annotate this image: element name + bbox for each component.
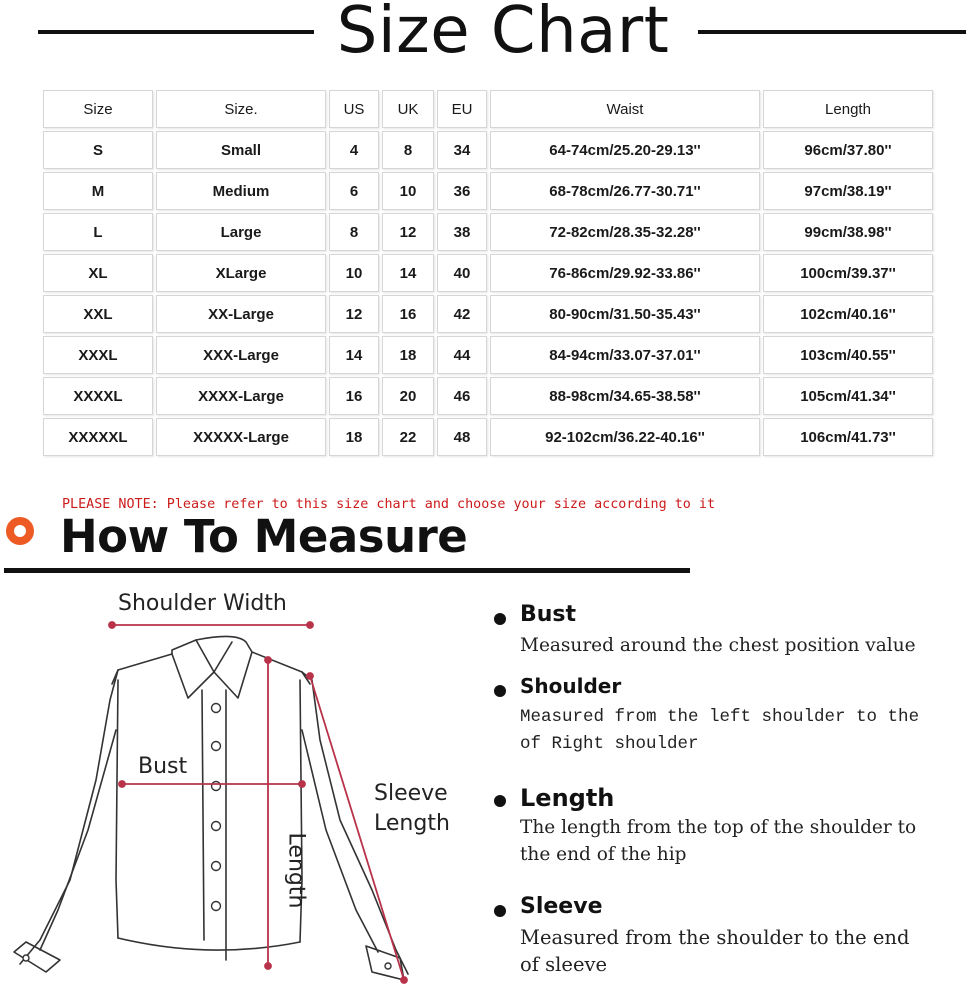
- table-cell: 20: [382, 377, 434, 415]
- shoulder-width-end: [307, 622, 313, 628]
- table-cell: 102cm/40.16'': [763, 295, 933, 333]
- bust-line-end: [299, 781, 305, 787]
- desc-line: the end of the hip: [520, 844, 687, 865]
- table-cell: XXXXXL: [43, 418, 153, 456]
- title-rule-right: [698, 30, 966, 34]
- table-cell: 97cm/38.19'': [763, 172, 933, 210]
- measure-item-title: Bust: [520, 602, 577, 627]
- table-cell: XX-Large: [156, 295, 326, 333]
- table-cell: M: [43, 172, 153, 210]
- table-header-cell: Size: [43, 90, 153, 128]
- table-row: [43, 213, 933, 251]
- sleeve-length-end: [401, 977, 407, 983]
- table-cell: XXXXX-Large: [156, 418, 326, 456]
- measure-lines: [109, 622, 407, 983]
- table-cell: 105cm/41.34'': [763, 377, 933, 415]
- table-cell: 48: [437, 418, 487, 456]
- table-cell: 84-94cm/33.07-37.01'': [490, 336, 760, 374]
- table-cell: 103cm/40.55'': [763, 336, 933, 374]
- table-cell: 12: [382, 213, 434, 251]
- table-cell: 8: [382, 131, 434, 169]
- shoulder-width-label: Shoulder Width: [118, 591, 287, 616]
- table-cell: 6: [329, 172, 379, 210]
- table-row: [43, 336, 933, 374]
- length-line-end: [265, 963, 271, 969]
- measure-item-title: Shoulder: [520, 674, 622, 698]
- table-cell: XXXL: [43, 336, 153, 374]
- table-cell: 80-90cm/31.50-35.43'': [490, 295, 760, 333]
- table-cell: Large: [156, 213, 326, 251]
- table-cell: Small: [156, 131, 326, 169]
- title-row: [0, 0, 970, 70]
- desc-line: Measured from the shoulder to the end: [520, 926, 910, 949]
- measure-item-desc: [520, 924, 909, 978]
- sleeve-length-end: [307, 673, 313, 679]
- table-cell: 38: [437, 213, 487, 251]
- table-cell: 106cm/41.73'': [763, 418, 933, 456]
- table-cell: XXXX-Large: [156, 377, 326, 415]
- how-to-measure-title: How To Measure: [60, 510, 468, 563]
- table-row: [43, 254, 933, 292]
- shirt-outline: [14, 636, 408, 980]
- measure-item-desc: [520, 704, 919, 758]
- table-cell: XXXXL: [43, 377, 153, 415]
- table-cell: 14: [329, 336, 379, 374]
- size-table-body: [43, 90, 933, 456]
- table-cell: L: [43, 213, 153, 251]
- title-rule-left: [38, 30, 314, 34]
- sleeve-label-line1: Sleeve: [374, 781, 448, 806]
- bullet-icon: [494, 685, 506, 697]
- table-header-cell: UK: [382, 90, 434, 128]
- table-cell: 4: [329, 131, 379, 169]
- table-cell: 96cm/37.80'': [763, 131, 933, 169]
- bust-line-end: [119, 781, 125, 787]
- sleeve-length-label: [374, 779, 450, 839]
- table-cell: 100cm/39.37'': [763, 254, 933, 292]
- measure-item-title: Sleeve: [520, 894, 603, 919]
- table-cell: XXX-Large: [156, 336, 326, 374]
- table-row: [43, 418, 933, 456]
- table-cell: 92-102cm/36.22-40.16'': [490, 418, 760, 456]
- table-cell: 42: [437, 295, 487, 333]
- table-cell: 76-86cm/29.92-33.86'': [490, 254, 760, 292]
- table-cell: 18: [329, 418, 379, 456]
- table-cell: 34: [437, 131, 487, 169]
- table-header-cell: Length: [763, 90, 933, 128]
- desc-line: of sleeve: [520, 953, 608, 976]
- table-cell: XXL: [43, 295, 153, 333]
- length-line-end: [265, 657, 271, 663]
- table-cell: XL: [43, 254, 153, 292]
- bullet-icon: [494, 795, 506, 807]
- measure-item-desc: [520, 814, 916, 868]
- bullet-icon: [494, 905, 506, 917]
- measure-item-title: Length: [520, 784, 615, 812]
- table-header-cell: Waist: [490, 90, 760, 128]
- table-row: [43, 172, 933, 210]
- table-cell: 36: [437, 172, 487, 210]
- table-cell: 72-82cm/28.35-32.28'': [490, 213, 760, 251]
- desc-line: Measured around the chest position value: [520, 635, 916, 656]
- table-cell: 16: [382, 295, 434, 333]
- table-row: [43, 377, 933, 415]
- table-cell: 44: [437, 336, 487, 374]
- bullet-icon: [494, 613, 506, 625]
- table-header-cell: US: [329, 90, 379, 128]
- table-row: [43, 295, 933, 333]
- table-cell: S: [43, 131, 153, 169]
- measure-item-desc: [520, 632, 916, 659]
- shoulder-width-end: [109, 622, 115, 628]
- page-title: Size Chart: [336, 0, 670, 68]
- desc-line: Measured from the left shoulder to the: [520, 707, 920, 727]
- table-cell: 10: [329, 254, 379, 292]
- table-cell: 14: [382, 254, 434, 292]
- bust-label: Bust: [138, 754, 188, 779]
- table-cell: 8: [329, 213, 379, 251]
- table-cell: 64-74cm/25.20-29.13'': [490, 131, 760, 169]
- circle-bullet-icon: [6, 517, 34, 545]
- shirt-buttons: [23, 704, 391, 970]
- size-table: [40, 87, 936, 459]
- size-note: PLEASE NOTE: Please refer to this size chart and choose your size according to it: [62, 497, 716, 512]
- table-cell: 18: [382, 336, 434, 374]
- table-row: [43, 131, 933, 169]
- table-cell: 40: [437, 254, 487, 292]
- table-header-cell: EU: [437, 90, 487, 128]
- table-cell: 16: [329, 377, 379, 415]
- table-cell: 12: [329, 295, 379, 333]
- table-cell: 68-78cm/26.77-30.71'': [490, 172, 760, 210]
- table-cell: 46: [437, 377, 487, 415]
- table-cell: XLarge: [156, 254, 326, 292]
- table-cell: 99cm/38.98'': [763, 213, 933, 251]
- how-to-measure-rule: [4, 568, 690, 573]
- desc-line: of Right shoulder: [520, 734, 699, 754]
- table-cell: Medium: [156, 172, 326, 210]
- table-header-cell: Size.: [156, 90, 326, 128]
- table-header-row: [43, 90, 933, 128]
- length-label: Length: [283, 832, 309, 909]
- table-cell: 22: [382, 418, 434, 456]
- sleeve-label-line2: Length: [374, 811, 450, 836]
- table-cell: 10: [382, 172, 434, 210]
- table-cell: 88-98cm/34.65-38.58'': [490, 377, 760, 415]
- desc-line: The length from the top of the shoulder to: [520, 817, 917, 838]
